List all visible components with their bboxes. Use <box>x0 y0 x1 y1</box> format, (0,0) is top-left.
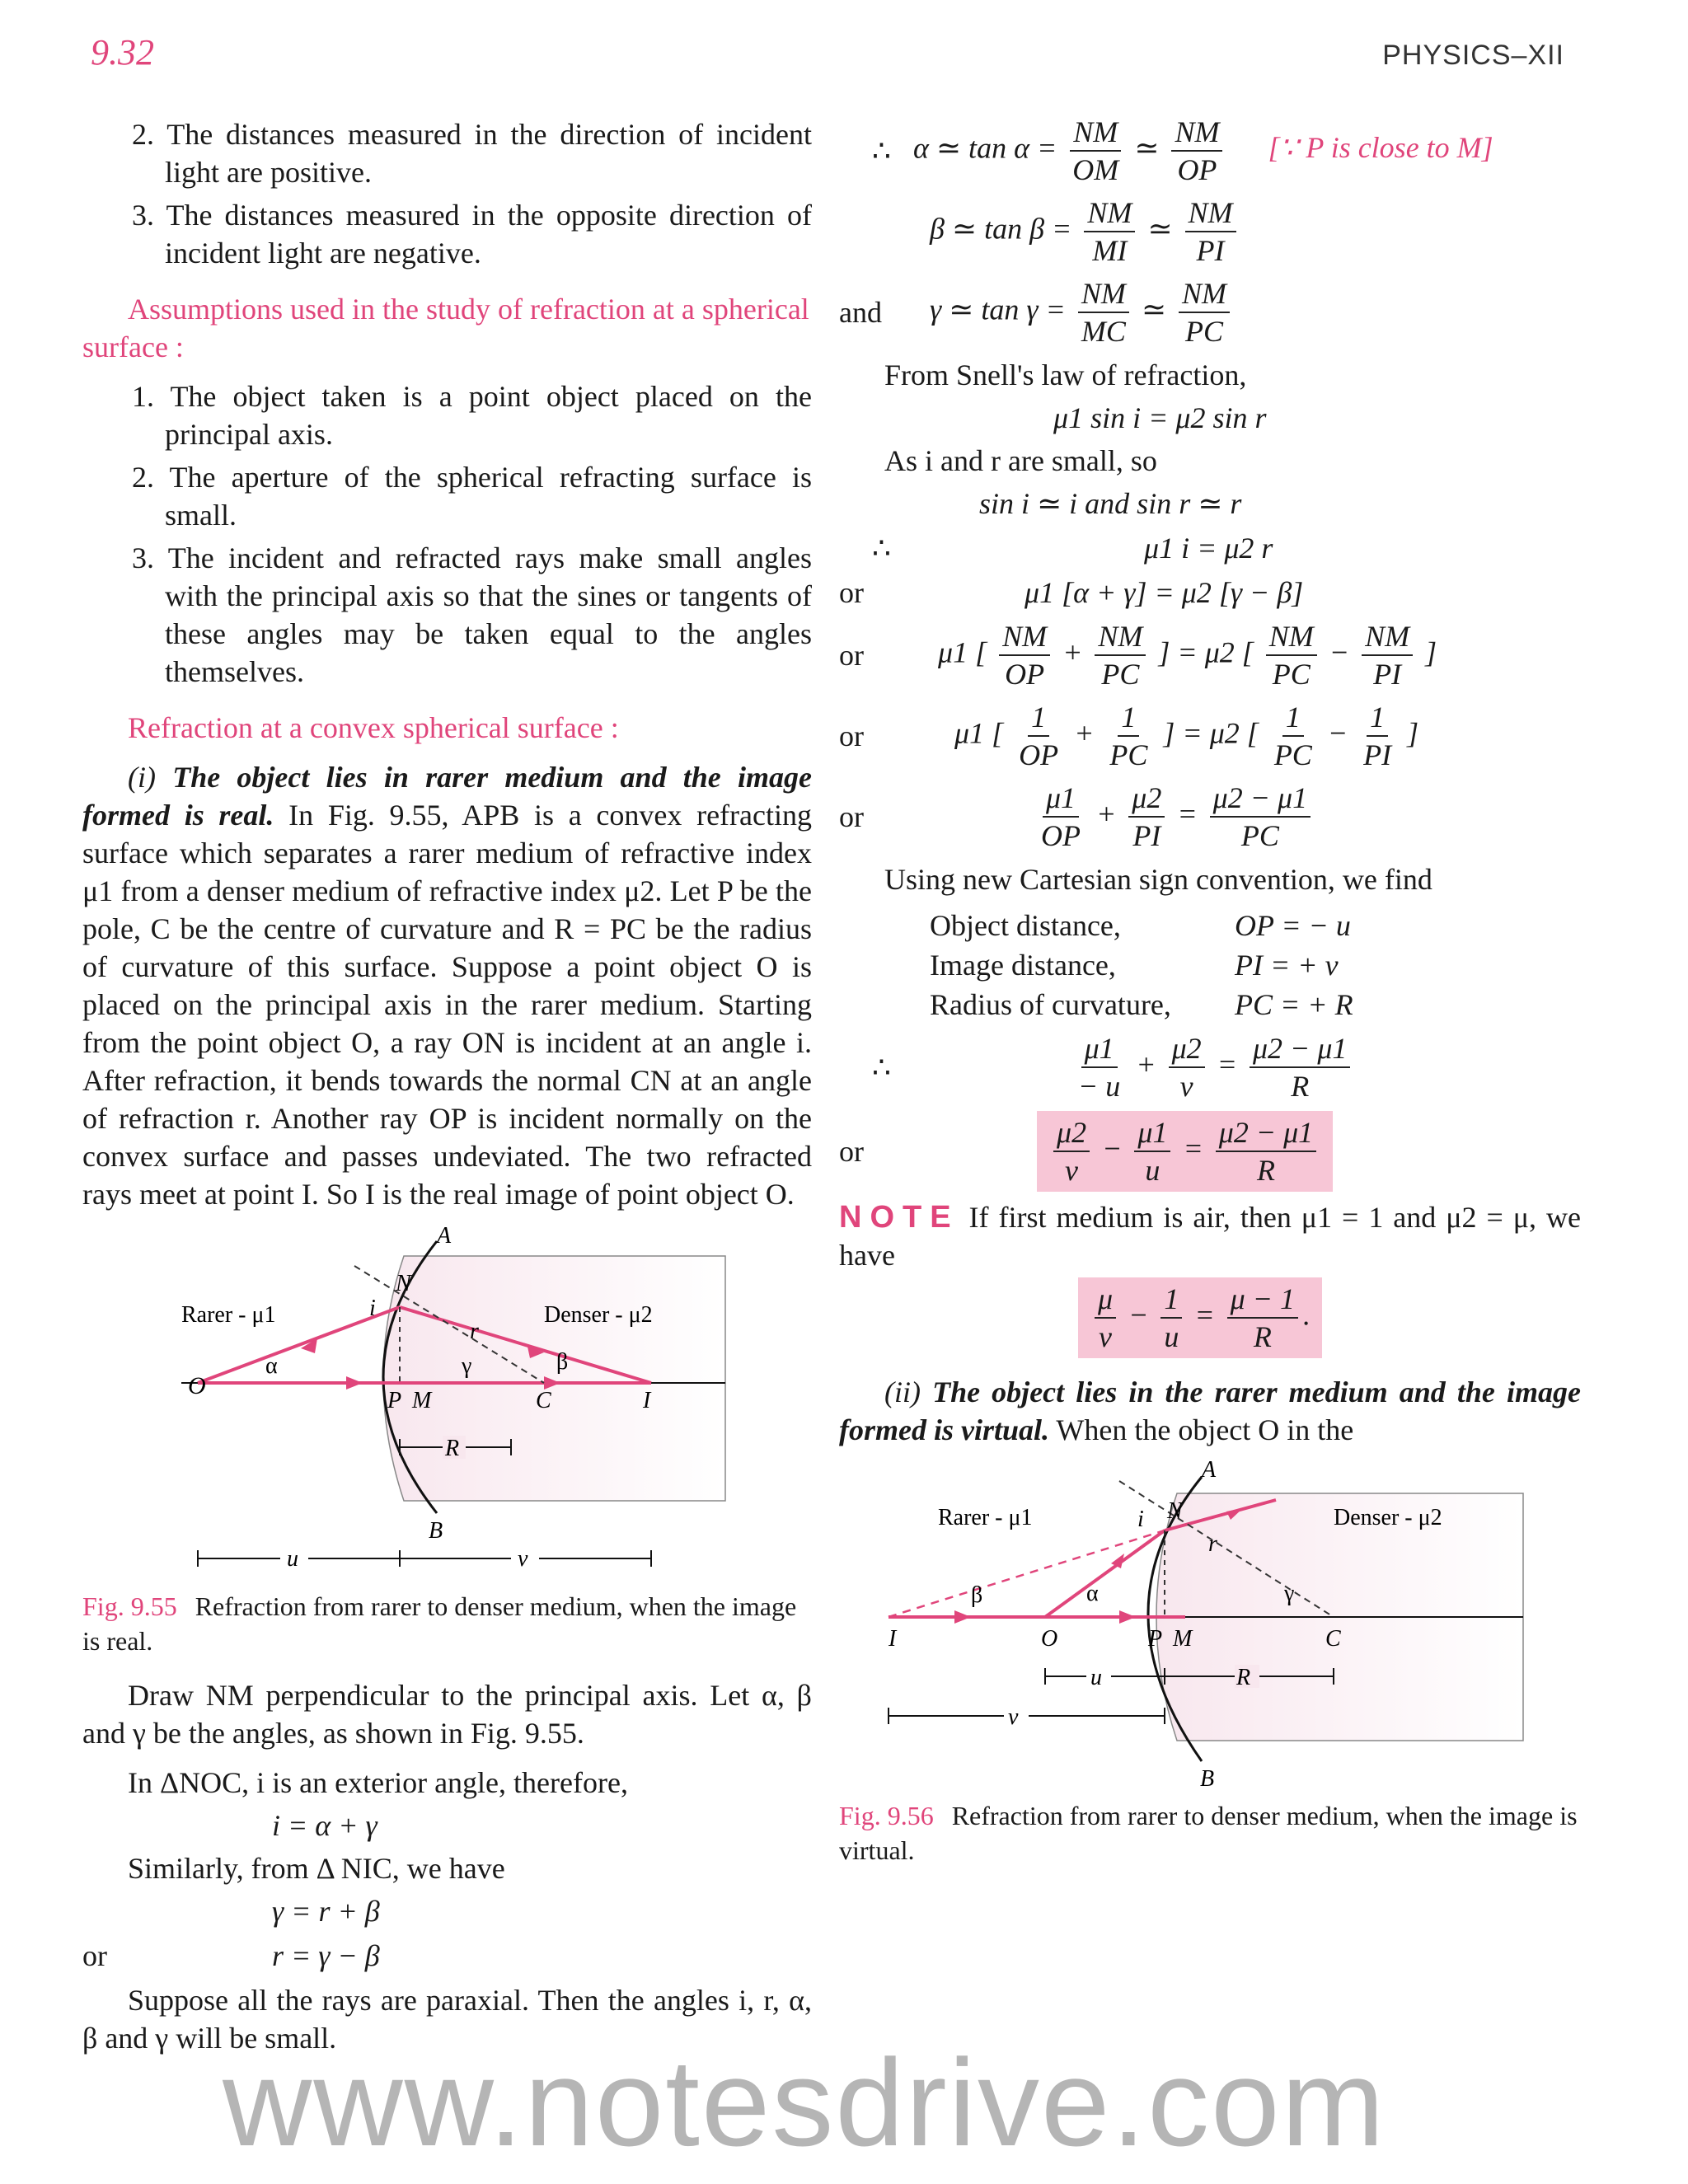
minus: − <box>1329 635 1350 669</box>
sign-value: OP = − u <box>1235 909 1351 942</box>
figure-9-56 <box>839 1460 1581 1790</box>
denser-medium-region <box>383 1256 725 1501</box>
note-paragraph <box>839 1198 1581 1274</box>
equation-row <box>839 275 1581 349</box>
denominator: v <box>1065 1154 1079 1187</box>
sign-value: PI = + v <box>1235 949 1339 982</box>
figure-label: Fig. 9.55 <box>82 1591 177 1621</box>
fraction <box>1095 618 1146 692</box>
label-u: u <box>1090 1665 1102 1690</box>
denominator: PC <box>1185 315 1224 348</box>
numerator: μ1 <box>1134 1114 1170 1152</box>
similarly-paragraph: Similarly, from Δ NIC, we have <box>128 1852 505 1885</box>
lhs: α ≃ tan α = <box>913 131 1057 165</box>
numerator: 1 <box>1160 1281 1182 1319</box>
equation-alpha <box>913 114 1493 188</box>
equation-mu-i: μ1 i = μ2 r <box>1144 532 1273 565</box>
label-n: N <box>396 1271 411 1296</box>
label-angle-i: i <box>369 1296 376 1321</box>
label-n: N <box>1167 1498 1183 1524</box>
in-noc-paragraph: In ΔNOC, i is an exterior angle, therefore, <box>128 1766 628 1799</box>
equation-substituted: μ1 [α + γ] = μ2 [γ − β] <box>1025 576 1304 609</box>
denominator: PC <box>1109 738 1148 771</box>
numerator: NM <box>1084 194 1135 232</box>
list-item <box>132 458 812 534</box>
figure-caption: Refraction from rarer to denser medium, when the image is real. <box>82 1591 797 1656</box>
watermark-text: www.notesdrive.com <box>223 2033 1386 2172</box>
numerator: 1 <box>1028 699 1049 737</box>
fraction <box>1362 618 1413 692</box>
or-label: or <box>839 639 864 672</box>
fraction <box>1227 1281 1298 1355</box>
equation-row <box>930 194 1581 269</box>
label-i-image: I <box>889 1626 897 1652</box>
label-o: O <box>1041 1626 1058 1652</box>
fraction <box>1210 780 1311 854</box>
minus: − <box>1102 1132 1123 1165</box>
label-v: v <box>518 1546 528 1572</box>
arrow-icon <box>954 1610 971 1624</box>
label-b: B <box>429 1518 443 1544</box>
denominator: OM <box>1072 153 1119 186</box>
equals: = μ2 <box>1182 716 1240 750</box>
label-a: A <box>437 1225 452 1249</box>
fraction <box>1128 780 1165 854</box>
denominator: PC <box>1272 658 1311 691</box>
equation-row <box>1078 1277 1581 1358</box>
equation-row <box>839 618 1581 692</box>
numerator: 1 <box>1282 699 1304 737</box>
assumptions-list <box>132 377 812 691</box>
list-num: 3. <box>132 541 154 574</box>
or-label: or <box>839 719 864 752</box>
numerator: μ2 <box>1169 1030 1205 1068</box>
equals: = <box>1217 1047 1237 1081</box>
numerator: μ − 1 <box>1227 1281 1298 1319</box>
equation-mu-form <box>1033 780 1315 854</box>
approx: ≃ <box>1141 293 1167 326</box>
denominator: v <box>1099 1320 1113 1353</box>
list-num: 2. <box>132 461 154 494</box>
denominator: R <box>1256 1154 1275 1187</box>
equation-gamma <box>930 275 1235 349</box>
equation-row <box>839 699 1581 773</box>
note-text: If first medium is air, then μ1 = 1 and μ2 = μ, we have <box>839 1201 1582 1272</box>
case-ii-paragraph <box>839 1373 1581 1449</box>
numerator: NM <box>1171 114 1222 152</box>
left-column <box>82 115 812 2069</box>
equation-row <box>839 1111 1581 1192</box>
figure-label: Fig. 9.56 <box>839 1801 934 1830</box>
or-label: or <box>839 800 864 833</box>
numerator: NM <box>1266 618 1317 656</box>
case-i-label: (i) <box>128 761 156 794</box>
approx: ≃ <box>1134 131 1160 165</box>
or-label: or <box>82 1939 107 1972</box>
label-v: v <box>1008 1704 1019 1730</box>
figure-9-55-caption <box>82 1589 812 1658</box>
plus: + <box>1062 635 1083 669</box>
sign-row <box>930 907 1581 944</box>
fraction <box>1084 194 1135 269</box>
sign-row <box>930 946 1581 984</box>
denominator: PI <box>1373 658 1402 691</box>
equation-row <box>839 114 1581 188</box>
numerator: μ <box>1095 1281 1116 1319</box>
and-label: and <box>839 296 882 329</box>
numerator: μ1 <box>1081 1030 1118 1068</box>
label-gamma: γ <box>1284 1581 1295 1606</box>
equals: = <box>1194 1298 1215 1332</box>
label-angle-r: r <box>470 1319 479 1344</box>
fraction <box>999 618 1050 692</box>
equals: = μ2 <box>1177 635 1235 669</box>
book-title: PHYSICS–XII <box>1382 40 1564 71</box>
period: . <box>1303 1298 1311 1332</box>
fraction <box>1185 194 1236 269</box>
case-i-body: In Fig. 9.55, APB is a convex refracting surface which separates a rarer medium of refractive index μ1 from a denser medium of refractive index μ2. Let P be the pole, C be the centre of curvature and R = PC be the radius of curvature of this surface. Suppose a point object O is placed on the principal axis in the rarer medium. Starting from the point object O, a ray ON is incident at an angle i. After refraction, it bends towards the normal CN at an angle of refraction r. Another ray OP is incident normally on the convex surface and passes undeviated. The two refracted rays meet at point I. So I is the real image of point object O. <box>82 799 812 1211</box>
denser-label: Denser - μ2 <box>1334 1505 1442 1530</box>
denominator: OP <box>1005 658 1045 691</box>
label-c: C <box>536 1388 551 1413</box>
numerator: μ2 − μ1 <box>1210 780 1311 818</box>
numerator: NM <box>1095 618 1146 656</box>
small-angle-equation: sin i ≃ i and sin r ≃ r <box>979 487 1242 520</box>
fraction <box>1179 275 1230 349</box>
therefore-symbol: ∴ <box>872 1051 891 1084</box>
therefore-symbol: ∴ <box>872 532 891 565</box>
label-c: C <box>1325 1626 1341 1652</box>
list-num: 3. <box>132 199 154 232</box>
fraction <box>1271 699 1315 773</box>
fraction <box>1015 699 1062 773</box>
case-i-paragraph <box>82 758 812 1213</box>
list-item <box>132 196 812 272</box>
label-beta: β <box>971 1582 983 1608</box>
list-text: The object taken is a point object placed on the principal axis. <box>165 380 812 451</box>
label-m: M <box>1173 1626 1193 1652</box>
figure-9-56-caption <box>839 1798 1581 1868</box>
fraction <box>1038 780 1084 854</box>
fraction <box>1169 1030 1205 1104</box>
bracket-note: [∵ P is close to M] <box>1268 131 1493 165</box>
convex-heading: Refraction at a convex spherical surface : <box>128 711 619 744</box>
virtual-ray <box>889 1530 1165 1617</box>
assumptions-heading: Assumptions used in the study of refraction at a spherical surface : <box>82 293 809 363</box>
sign-label: Radius of curvature, <box>930 988 1171 1021</box>
denominator: u <box>1145 1154 1160 1187</box>
snell-intro: From Snell's law of refraction, <box>884 359 1247 391</box>
label-r-radius: R <box>445 1436 460 1461</box>
minus: − <box>1128 1298 1149 1332</box>
equation-gamma: γ = r + β <box>272 1895 380 1928</box>
fraction <box>1160 1281 1182 1355</box>
label-a: A <box>1202 1460 1217 1483</box>
label-i-image: I <box>643 1388 651 1413</box>
label-m: M <box>412 1388 432 1413</box>
paraxial-paragraph: Suppose all the rays are paraxial. Then the angles i, r, α, β and γ will be small. <box>82 1984 812 2055</box>
denominator: PC <box>1273 738 1312 771</box>
equals: = <box>1177 797 1198 831</box>
case-ii-body: When the object O in the <box>1056 1413 1354 1446</box>
numerator: NM <box>999 618 1050 656</box>
denominator: OP <box>1177 153 1217 186</box>
denominator: PI <box>1132 819 1161 852</box>
numerator: NM <box>1078 275 1129 313</box>
mu1: μ1 <box>938 635 968 669</box>
fraction <box>1250 1030 1350 1104</box>
equation-beta <box>930 194 1241 269</box>
equation-row <box>839 1030 1581 1104</box>
label-alpha: α <box>1086 1581 1099 1606</box>
equation-r: r = γ − β <box>272 1939 380 1972</box>
label-b: B <box>1200 1766 1215 1790</box>
minus: − <box>1327 716 1348 750</box>
sign-label: Image distance, <box>930 949 1116 982</box>
fraction <box>1106 699 1151 773</box>
fraction <box>1069 114 1122 188</box>
numerator: NM <box>1070 114 1121 152</box>
equation-i: i = α + γ <box>272 1809 377 1842</box>
numerator: NM <box>1362 618 1413 656</box>
arrow-icon <box>346 1376 363 1390</box>
fraction <box>1078 275 1129 349</box>
rarer-label: Rarer - μ1 <box>181 1302 276 1328</box>
equation-nm: μ1 [ $\frac{NM}{OP}$ + $\frac{NM}{PC}$ ] = μ2 [ $\frac{NM}{PC}$ − $\frac{NM}{PI}$ ] <box>938 620 1437 691</box>
list-text: The aperture of the spherical refracting surface is small. <box>165 461 812 532</box>
approx: ≃ <box>1147 212 1173 246</box>
arrow-icon <box>1119 1610 1136 1624</box>
therefore-symbol: ∴ <box>872 134 891 167</box>
list-item <box>132 377 812 453</box>
small-angle-text: As i and r are small, so <box>884 444 1157 477</box>
list-item <box>132 539 812 691</box>
draw-nm-paragraph: Draw NM perpendicular to the principal axis. Let α, β and γ be the angles, as shown in Fig. 9.55. <box>82 1679 812 1750</box>
numerator: μ2 − μ1 <box>1250 1030 1350 1068</box>
label-gamma: γ <box>462 1353 472 1379</box>
sign-table <box>930 907 1581 1024</box>
numerator: μ2 <box>1128 780 1165 818</box>
denominator: OP <box>1041 819 1081 852</box>
label-beta: β <box>556 1349 569 1375</box>
equation-note-boxed <box>1078 1277 1322 1358</box>
fraction <box>1053 1114 1090 1188</box>
note-label: NOTE <box>839 1200 959 1235</box>
label-alpha: α <box>265 1353 278 1379</box>
label-o: O <box>188 1372 206 1399</box>
denominator: MI <box>1092 234 1128 267</box>
sign-label: Object distance, <box>930 909 1121 942</box>
sign-row <box>930 986 1581 1024</box>
denominator: PI <box>1196 234 1225 267</box>
fraction <box>1171 114 1222 188</box>
label-angle-r: r <box>1208 1531 1217 1557</box>
equation-row <box>839 780 1581 854</box>
equation-row <box>82 1937 812 1975</box>
denominator: − u <box>1078 1070 1121 1103</box>
list-text: The distances measured in the opposite direction of incident light are negative. <box>165 199 812 269</box>
figure-caption: Refraction from rarer to denser medium, when the image is virtual. <box>839 1801 1578 1865</box>
sign-convention-list <box>132 115 812 272</box>
fraction <box>1134 1114 1170 1188</box>
page-number: 9.32 <box>91 32 154 73</box>
denominator: R <box>1253 1320 1272 1353</box>
figure-9-55 <box>82 1225 812 1579</box>
numerator: 1 <box>1118 699 1139 737</box>
denominator: u <box>1164 1320 1179 1353</box>
or-label: or <box>839 1135 864 1168</box>
equation-reciprocal: μ1 [ $\frac{1}{OP}$ + $\frac{1}{PC}$ ] = μ2 [ $\frac{1}{PC}$ − $\frac{1}{PI}$ ] <box>954 701 1419 771</box>
plus: + <box>1096 797 1117 831</box>
denominator: v <box>1179 1070 1193 1103</box>
rarer-label: Rarer - μ1 <box>938 1505 1033 1530</box>
denominator: R <box>1291 1070 1310 1103</box>
list-num: 1. <box>132 380 154 413</box>
label-angle-i: i <box>1137 1507 1144 1532</box>
snell-equation: μ1 sin i = μ2 sin r <box>1053 401 1267 434</box>
right-column <box>839 107 1581 1868</box>
numerator: μ1 <box>1043 780 1079 818</box>
equation-row <box>839 529 1581 567</box>
or-label: or <box>839 576 864 609</box>
incident-ray <box>1045 1530 1165 1617</box>
denser-label: Denser - μ2 <box>544 1302 653 1328</box>
label-u: u <box>287 1546 298 1572</box>
numerator: 1 <box>1367 699 1388 737</box>
list-text: The distances measured in the direction of incident light are positive. <box>165 118 812 189</box>
mu1: μ1 <box>954 716 985 750</box>
sign-value: PC = + R <box>1235 988 1353 1021</box>
plus: + <box>1074 716 1095 750</box>
case-ii-label: (ii) <box>884 1376 921 1408</box>
case-ii-title: The object lies in the rarer medium and the image formed is virtual. <box>839 1376 1581 1446</box>
cartesian-text: Using new Cartesian sign convention, we find <box>884 863 1432 896</box>
label-p: P <box>1148 1626 1163 1652</box>
fraction <box>1266 618 1317 692</box>
numerator: NM <box>1179 275 1230 313</box>
lhs: β ≃ tan β = <box>930 212 1072 246</box>
equals: = <box>1183 1132 1203 1165</box>
denominator: PI <box>1363 738 1392 771</box>
denominator: MC <box>1081 315 1126 348</box>
list-item <box>132 115 812 191</box>
numerator: NM <box>1185 194 1236 232</box>
numerator: μ2 − μ1 <box>1216 1114 1316 1152</box>
list-num: 2. <box>132 118 154 151</box>
label-r-radius: R <box>1236 1665 1251 1690</box>
numerator: μ2 <box>1053 1114 1090 1152</box>
denominator: PC <box>1240 819 1279 852</box>
equation-sign <box>1070 1030 1355 1104</box>
fraction <box>1216 1114 1316 1188</box>
denominator: OP <box>1019 738 1059 771</box>
list-text: The incident and refracted rays make small angles with the principal axis so that the sines or tangents of these angles may be taken equal to the angles themselves. <box>165 541 812 688</box>
lhs: γ ≃ tan γ = <box>930 293 1066 326</box>
label-p: P <box>387 1388 402 1413</box>
equation-row <box>839 574 1581 612</box>
plus: + <box>1136 1047 1156 1081</box>
fraction <box>1075 1030 1123 1104</box>
equation-final-boxed <box>1037 1111 1333 1192</box>
fraction <box>1360 699 1395 773</box>
case-i-title: The object lies in rarer medium and the image formed is real. <box>82 761 812 832</box>
fraction <box>1095 1281 1116 1355</box>
denominator: PC <box>1101 658 1140 691</box>
